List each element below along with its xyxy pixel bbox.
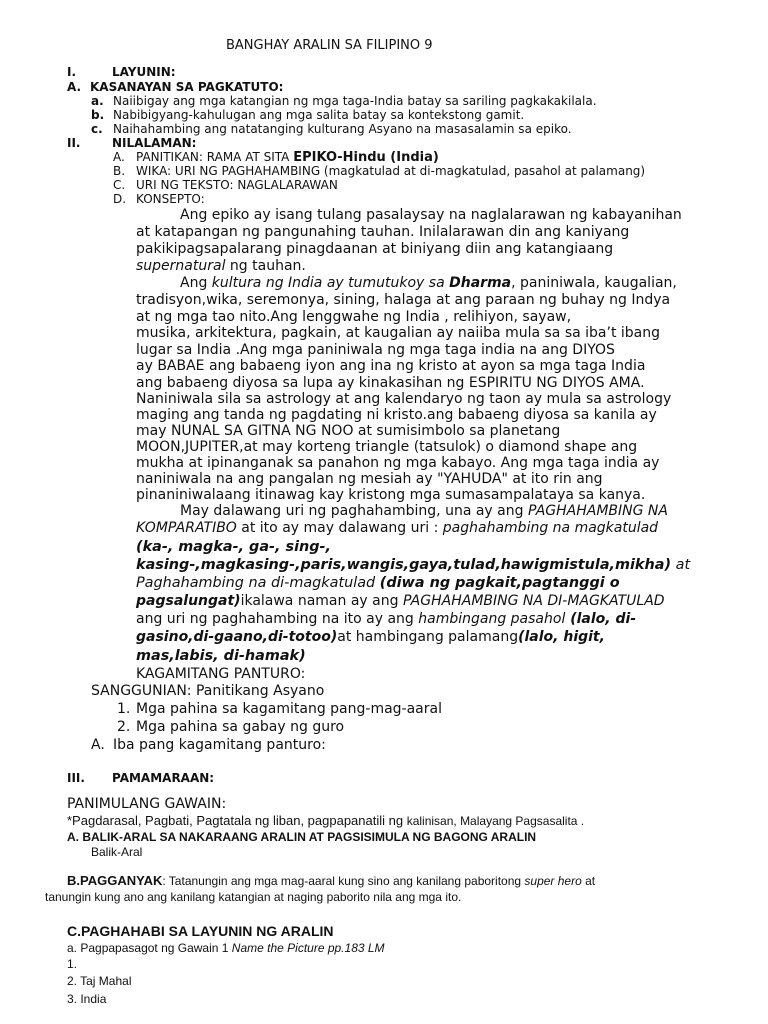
- section-number: III.: [67, 771, 85, 785]
- italic-text: kultura ng India ay tumutukoy sa: [211, 275, 450, 291]
- paragraph-line: [136, 612, 636, 626]
- objective-text: Naihahambing ang natatanging kulturang Asyano na masasalamin sa epiko.: [113, 122, 572, 136]
- paragraph-text: Ang: [180, 275, 212, 291]
- paragraph-line: pinaniniwalaang itinawag kay kristong mga sumasampalataya sa kanya.: [136, 487, 646, 503]
- content-text: KONSEPTO:: [136, 192, 205, 206]
- paragraph-text: at ito ay may dalawang uri :: [236, 520, 443, 536]
- bold-italic-term: Dharma: [449, 275, 512, 291]
- paragraph-line: MOON,JUPITER,at may korteng triangle (tatsulok) o diamond shape ang: [136, 439, 638, 455]
- content-text: PANITIKAN: RAMA AT SITA: [136, 150, 294, 164]
- section-number: II.: [67, 136, 81, 150]
- paragraph-line: may NUNAL SA GITNA NG NOO at sumisimbolo sa planetang: [136, 423, 561, 439]
- section-number: I.: [67, 65, 77, 79]
- other-materials-text: Iba pang kagamitang panturo:: [113, 737, 326, 753]
- paragraph-text: May dalawang uri ng paghahambing, una ay ang: [180, 503, 528, 519]
- paragraph-line: tradisyon,wika, seremonya, sining, halaga at ang paraan ng buhay ng Indya: [136, 292, 671, 308]
- objective-text: Nabibigyang-kahulugan ang mga salita batay sa kontekstong gamit.: [113, 108, 525, 122]
- paragraph-line: [136, 576, 620, 590]
- italic-text: hambingang pasahol: [418, 611, 566, 627]
- review-heading: A. BALIK-ARAL SA NAKARAANG ARALIN AT PAGSISIMULA NG BAGONG ARALIN: [67, 830, 537, 844]
- content-number: B.: [113, 164, 126, 178]
- document-title: BANGHAY ARALIN SA FILIPINO 9: [226, 38, 433, 53]
- paragraph-text: ikalawa naman ay ang: [240, 593, 403, 609]
- paragraph-line: (ka-, magka-, ga-, sing-,: [136, 539, 331, 555]
- content-number: A.: [113, 150, 125, 164]
- section-heading: NILALAMAN:: [112, 136, 197, 150]
- italic-text: at: [671, 557, 691, 573]
- paragraph-line: [136, 521, 658, 535]
- paragraph-line: ang babaeng diyosa sa lupa ay kinakasihan ng ESPIRITU NG DIYOS AMA.: [136, 375, 645, 391]
- reference-number: 2.: [117, 719, 131, 735]
- activity-reference: Name the Picture pp.183 LM: [231, 941, 385, 955]
- content-number: D.: [113, 192, 127, 206]
- objective-number: c.: [91, 122, 103, 136]
- italic-text: PAGHAHAMBING NA DI-MAGKATULAD: [402, 593, 665, 609]
- objective-number: b.: [91, 108, 105, 122]
- content-item-panitikan: [136, 151, 439, 164]
- motivation-text: : Tatanungin ang mga mag-aaral kung sino ang kanilang paboritong: [162, 874, 525, 888]
- content-text: WIKA: URI NG PAGHAHAMBING (magkatulad at di-magkatulad, pasahol at palamang): [136, 164, 646, 178]
- section-heading: LAYUNIN:: [112, 65, 176, 79]
- paragraph-line: at katapangan ng pangunahing tauhan. Inilalarawan din ang kaniyang: [136, 224, 630, 240]
- paragraph-line: [136, 558, 690, 572]
- paragraph-line: Ang epiko ay isang tulang pasalaysay na naglalarawan ng kabayanihan: [180, 207, 682, 223]
- opening-activities-text: [67, 814, 584, 827]
- paragraph-text: , paniniwala, kaugalian,: [511, 275, 677, 291]
- motivation-text: tanungin kung ano ang kanilang katangian at naging paborito nila ang mga ito.: [45, 890, 462, 904]
- activities-text: kalinisan, Malayang Pagsasalita .: [406, 814, 585, 828]
- paragraph-line: pakikipagsapalarang pinagdaanan at biniyang diin ang katangiaang: [136, 241, 614, 257]
- section-c-heading: C.PAGHAHABI SA LAYUNIN NG ARALIN: [67, 923, 334, 939]
- subsection-heading: KASANAYAN SA PAGKATUTO:: [90, 80, 284, 94]
- activity-text: a. Pagpapasagot ng Gawain 1: [67, 941, 232, 955]
- content-emphasis: EPIKO-Hindu (India): [293, 150, 439, 165]
- content-number: C.: [113, 178, 126, 192]
- italic-text: paghahambing na magkatulad: [442, 520, 659, 536]
- bold-italic-text: pagsalungat): [136, 593, 241, 609]
- paragraph-line: at ng mga tao nito.Ang lenggwahe ng India , relihiyon, sayaw,: [136, 309, 572, 325]
- italic-term: super hero: [524, 874, 582, 888]
- italic-term: supernatural: [136, 258, 226, 274]
- answer-item: 3. India: [67, 992, 107, 1006]
- review-text: Balik-Aral: [91, 845, 143, 859]
- paragraph-line: [180, 276, 677, 290]
- italic-text: Paghahambing na di-magkatulad: [136, 575, 380, 591]
- objective-number: a.: [91, 94, 104, 108]
- reference-number: 1.: [117, 701, 131, 717]
- bold-italic-text: (lalo, higit,: [518, 629, 605, 645]
- bold-italic-text: (diwa ng pagkait,pagtanggi o: [379, 575, 620, 591]
- materials-heading: KAGAMITANG PANTURO:: [136, 666, 306, 682]
- paragraph-line: [180, 504, 668, 518]
- paragraph-line: musika, arkitektura, pagkain, at kaugalian ay naiiba mula sa sa iba’t ibang: [136, 325, 661, 341]
- activity-line: [67, 942, 385, 954]
- paragraph-line: mukha at ipinanganak sa panahon ng mga kabayo. Ang mga taga india ay: [136, 455, 660, 471]
- paragraph-line: ay BABAE ang babaeng iyon ang ina ng kristo at ayon sa mga taga India: [136, 358, 646, 374]
- answer-item: 2. Taj Mahal: [67, 974, 132, 988]
- italic-text: PAGHAHAMBING NA: [527, 503, 668, 519]
- italic-text: KOMPARATIBO: [136, 520, 237, 536]
- paragraph-line: [136, 630, 605, 644]
- activities-text: *Pagdarasal, Pagbati, Pagtatala ng liban, pagpapanatili ng: [67, 813, 407, 828]
- paragraph-line: lugar sa India .Ang mga paniniwala ng mga taga india na ang DIYOS: [136, 342, 615, 358]
- paragraph-text: ng tauhan.: [225, 258, 306, 274]
- reference-text: Mga pahina sa kagamitang pang-mag-aaral: [136, 701, 442, 717]
- motivation-line: [67, 874, 595, 887]
- paragraph-text: at hambingang palamang: [337, 629, 519, 645]
- content-text: URI NG TEKSTO: NAGLALARAWAN: [136, 178, 338, 192]
- paragraph-line: Naniniwala sila sa astrology at ang kalendaryo ng taon ay mula sa astrology: [136, 391, 672, 407]
- motivation-text: at: [581, 874, 596, 888]
- paragraph-line: naniniwala na ang pangalan ng mesiah ay "YAHUDA" at ito rin ang: [136, 471, 603, 487]
- other-materials-number: A.: [91, 737, 105, 753]
- paragraph-text: ang uri ng paghahambing na ito ay ang: [136, 611, 419, 627]
- paragraph-line: mas,labis, di-hamak): [136, 648, 306, 664]
- section-heading: PAMAMARAAN:: [112, 771, 215, 785]
- paragraph-line: maging ang tanda ng pagdating ni kristo.ang babaeng diyosa sa kanila ay: [136, 407, 657, 423]
- subsection-number: A.: [67, 80, 82, 94]
- bold-italic-text: (lalo, di-: [565, 611, 637, 627]
- paragraph-line: [136, 594, 665, 608]
- reference-text: Mga pahina sa gabay ng guro: [136, 719, 345, 735]
- answer-item: 1.: [67, 957, 78, 971]
- motivation-heading: B.PAGGANYAK: [67, 873, 163, 888]
- bold-italic-text: gasino,di-gaano,di-totoo): [136, 629, 338, 645]
- bold-italic-text: kasing-,magkasing-,paris,wangis,gaya,tulad,hawigmistula,mikha): [136, 557, 672, 573]
- objective-text: Naiibigay ang mga katangian ng mga taga-India batay sa sariling pagkakakilala.: [113, 94, 597, 108]
- paragraph-line: [136, 259, 306, 273]
- opening-activities-heading: PANIMULANG GAWAIN:: [67, 796, 227, 812]
- references-heading: SANGGUNIAN: Panitikang Asyano: [91, 683, 325, 699]
